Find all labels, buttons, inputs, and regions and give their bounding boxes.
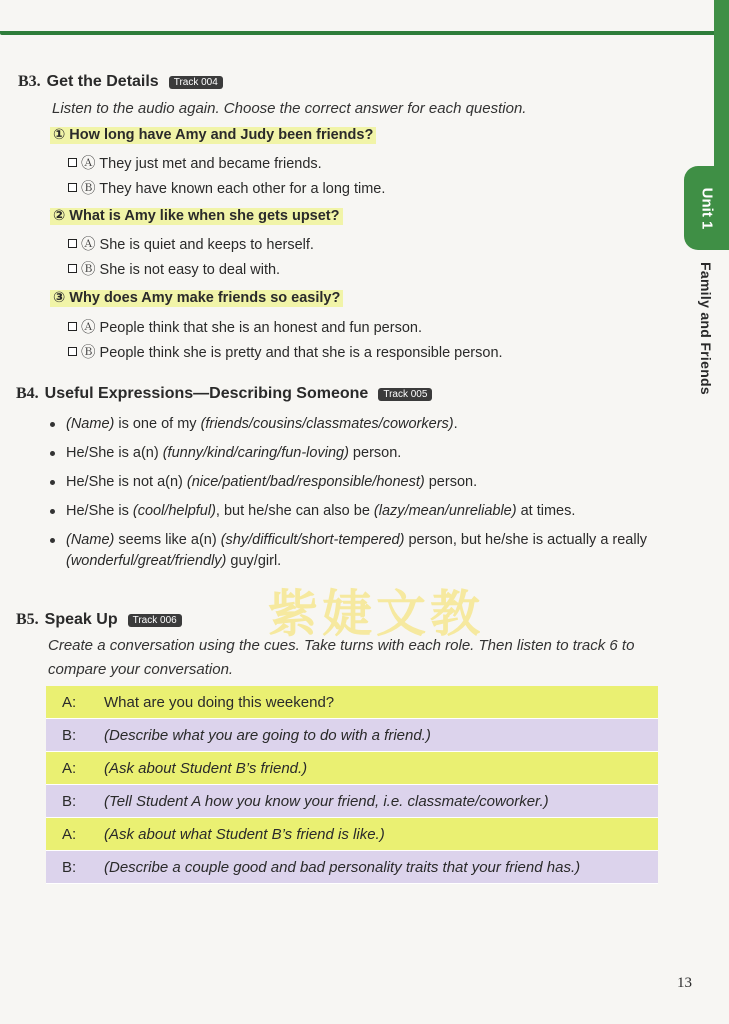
expression-item: (Name) is one of my (friends/cousins/classmates/coworkers). (48, 414, 688, 435)
conversation-row (46, 686, 658, 719)
header-rule (0, 31, 716, 35)
b3-instructions: Listen to the audio again. Choose the correct answer for each question. (52, 100, 527, 117)
row-cue: (Tell Student A how you know your friend, i.e. classmate/coworker.) (104, 792, 549, 810)
side-rule (714, 0, 729, 172)
speaker-label: A: (62, 825, 77, 843)
question-1: ① How long have Amy and Judy been friends? (50, 127, 376, 144)
section-title: Useful Expressions—Describing Someone (44, 385, 369, 402)
row-cue: (Describe a couple good and bad personality traits that your friend has.) (104, 858, 581, 876)
page-number: 13 (677, 975, 692, 991)
watermark: 紫婕文教 (268, 585, 484, 643)
expression-item: He/She is not a(n) (nice/patient/bad/responsible/honest) person. (48, 472, 688, 493)
checkbox[interactable] (68, 158, 77, 167)
option-1b[interactable] (68, 177, 385, 198)
section-code: B3. (18, 73, 41, 90)
expression-item: He/She is a(n) (funny/kind/caring/fun-loving) person. (48, 443, 688, 464)
row-cue: (Ask about what Student B’s friend is like.) (104, 825, 385, 843)
expression-list (48, 414, 688, 580)
chapter-title: Family and Friends (698, 262, 714, 395)
option-2b[interactable] (68, 258, 280, 279)
checkbox[interactable] (68, 322, 77, 331)
option-text: Ⓑ She is not easy to deal with. (81, 262, 281, 278)
option-text: Ⓐ They just met and became friends. (81, 156, 322, 172)
speaker-label: A: (62, 693, 77, 711)
section-title: Speak Up (44, 611, 118, 628)
question-2: ② What is Amy like when she gets upset? (50, 208, 343, 225)
checkbox[interactable] (68, 239, 77, 248)
conversation-row (46, 785, 658, 818)
row-cue: (Describe what you are going to do with a friend.) (104, 726, 431, 744)
section-b3-heading (18, 73, 223, 91)
option-1a[interactable] (68, 152, 322, 173)
checkbox[interactable] (68, 264, 77, 273)
conversation-table (46, 686, 658, 884)
option-text: Ⓐ She is quiet and keeps to herself. (81, 237, 314, 253)
conversation-row (46, 851, 658, 884)
checkbox[interactable] (68, 347, 77, 356)
unit-tab-label: Unit 1 (697, 187, 715, 229)
speaker-label: B: (62, 792, 77, 810)
row-cue: (Ask about Student B’s friend.) (104, 759, 308, 777)
b5-instructions: Create a conversation using the cues. Take turns with each role. Then listen to track 6 to compare your conversation. (48, 637, 635, 678)
speaker-label: B: (62, 726, 77, 744)
option-text: Ⓑ They have known each other for a long time. (81, 181, 386, 197)
conversation-row (46, 818, 658, 851)
track-badge[interactable]: Track 004 (169, 76, 223, 89)
speaker-label: B: (62, 858, 77, 876)
conversation-row (46, 752, 658, 785)
question-3: ③ Why does Amy make friends so easily? (50, 290, 343, 307)
conversation-row (46, 719, 658, 752)
option-2a[interactable] (68, 233, 314, 254)
track-badge[interactable]: Track 006 (128, 614, 182, 627)
speaker-label: A: (62, 759, 77, 777)
section-b5-heading (16, 611, 182, 629)
checkbox[interactable] (68, 183, 77, 192)
section-code: B5. (16, 611, 39, 628)
track-badge[interactable]: Track 005 (378, 388, 432, 401)
option-3a[interactable] (68, 316, 422, 337)
row-text: What are you doing this weekend? (104, 693, 335, 711)
section-b4-heading (16, 385, 432, 403)
expression-item: (Name) seems like a(n) (shy/difficult/short-tempered) person, but he/she is actually a really (wonderful/great/friendly) guy/girl. (48, 530, 688, 572)
section-title: Get the Details (46, 73, 159, 90)
option-text: Ⓐ People think that she is an honest and fun person. (81, 320, 422, 336)
option-3b[interactable] (68, 341, 503, 362)
unit-tab (684, 166, 729, 250)
expression-item: He/She is (cool/helpful), but he/she can also be (lazy/mean/unreliable) at times. (48, 501, 688, 522)
option-text: Ⓑ People think she is pretty and that she is a responsible person. (81, 345, 503, 361)
section-code: B4. (16, 385, 39, 402)
